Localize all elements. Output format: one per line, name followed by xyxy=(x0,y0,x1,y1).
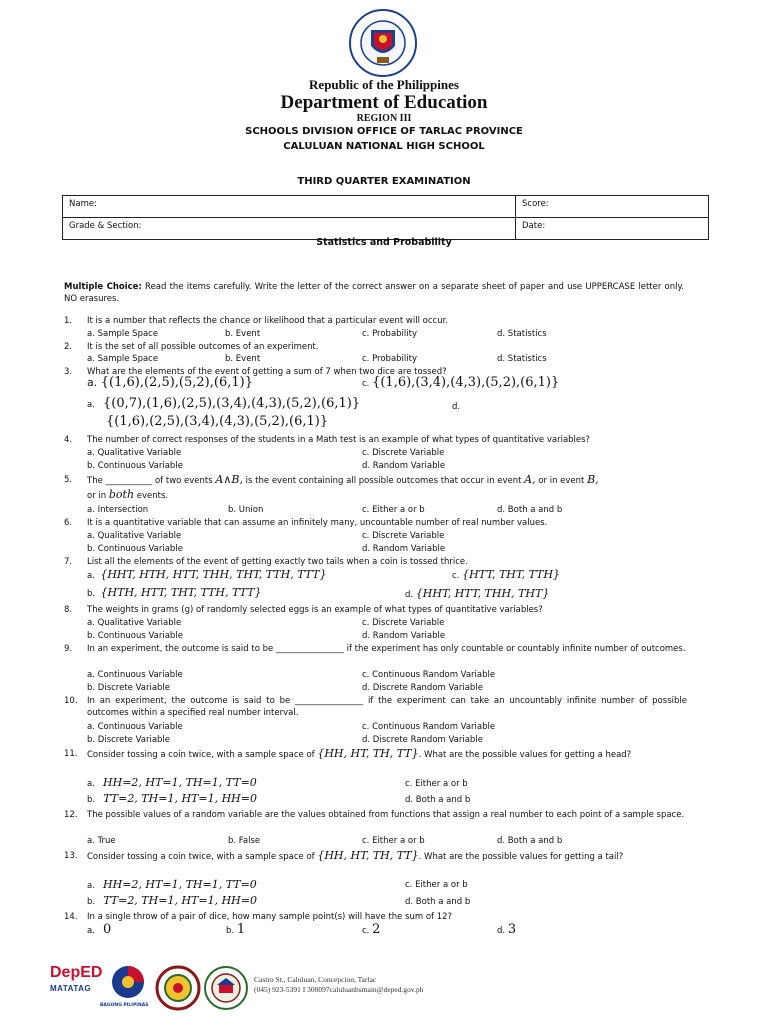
question-number: 4. xyxy=(64,435,73,445)
question-text: In a single throw of a pair of dice, how many sample point(s) will have the sum of 12? xyxy=(87,912,453,922)
option-math: 3 xyxy=(507,922,517,937)
question-number: 11. xyxy=(64,749,78,759)
option-b[interactable] xyxy=(87,398,360,411)
option-math: {HTT, THT, TTH} xyxy=(462,568,561,581)
option-math: HH=2, HT=1, TH=1, TT=0 xyxy=(103,776,257,789)
option-letter: a. xyxy=(87,926,95,936)
question-number: 3. xyxy=(64,367,73,377)
option-c[interactable]: c. Discrete Variable xyxy=(362,531,445,541)
option-d[interactable]: d. Both a and b xyxy=(405,897,471,907)
question-number: 14. xyxy=(64,912,78,922)
question-text: It is the set of all possible outcomes of an experiment. xyxy=(87,342,319,352)
option-d[interactable]: d. Both a and b xyxy=(497,505,563,515)
text-part: Consider tossing a coin twice, with a sample space of xyxy=(87,750,318,760)
option-a[interactable]: a. Qualitative Variable xyxy=(87,531,182,541)
question-text: It is a quantitative variable that can assume an infinitely many, uncountable number of real number values. xyxy=(87,518,548,528)
option-b[interactable] xyxy=(226,924,245,937)
option-a[interactable]: a. Qualitative Variable xyxy=(87,618,182,628)
math-part: both xyxy=(108,488,135,501)
instructions-text: Read the items carefully. Write the letter of the correct answer on a separate sheet of paper and use UPPERCASE letter only. NO erasures. xyxy=(64,282,685,304)
option-math: {(1,6),(2,5),(3,4),(4,3),(5,2),(6,1)} xyxy=(106,414,329,429)
grade-section-field[interactable]: Grade & Section: xyxy=(63,218,516,240)
option-c[interactable]: c. Either a or b xyxy=(362,836,425,846)
math-part: {HH, HT, TH, TT} xyxy=(317,849,419,862)
math-part: {HH, HT, TH, TT} xyxy=(317,747,419,760)
option-letter: b. xyxy=(87,897,96,907)
question-text: The possible values of a random variable are the values obtained from functions that assign a real number to each point of a sample space. xyxy=(87,810,685,820)
text-part: Consider tossing a coin twice, with a sample space of xyxy=(87,852,318,862)
option-letter: d. xyxy=(497,926,506,936)
school-seal-icon xyxy=(203,965,249,1011)
subject-title: Statistics and Probability xyxy=(316,237,452,248)
student-info-table xyxy=(62,195,709,240)
text-part: is the event containing all possible outcomes that occur in event xyxy=(242,476,525,486)
option-c[interactable]: c. Probability xyxy=(362,354,418,364)
question-text: It is a number that reflects the chance or likelihood that a particular event will occur. xyxy=(87,316,449,326)
option-math: {(1,6),(3,4),(4,3),(5,2),(6,1)} xyxy=(372,375,560,390)
math-part: A∧B, xyxy=(215,473,243,486)
region-text: REGION III xyxy=(356,113,412,124)
question-number: 2. xyxy=(64,342,73,352)
name-field[interactable]: Name: xyxy=(63,196,516,218)
instructions xyxy=(64,281,684,305)
bagong-pilipinas-logo-icon xyxy=(105,963,151,1005)
option-d[interactable]: d. Statistics xyxy=(497,329,547,339)
option-c[interactable]: c. Continuous Random Variable xyxy=(362,670,496,680)
question-number: 5. xyxy=(64,475,73,485)
option-c[interactable]: c. Continuous Random Variable xyxy=(362,722,496,732)
question-5-cont xyxy=(87,489,168,502)
department-title: Department of Education xyxy=(280,92,488,113)
question-number: 7. xyxy=(64,557,73,567)
date-field[interactable]: Date: xyxy=(516,218,709,240)
option-a[interactable]: a. Continuous Variable xyxy=(87,722,183,732)
deped-seal-icon xyxy=(343,8,423,78)
deped-matatag-logo xyxy=(50,965,102,993)
option-c[interactable] xyxy=(362,377,559,390)
option-a[interactable]: a. True xyxy=(87,836,116,846)
option-a[interactable]: a. Sample Space xyxy=(87,329,159,339)
deped-wordmark: DepED xyxy=(50,964,103,981)
option-letter: d. xyxy=(405,590,414,600)
option-a[interactable] xyxy=(87,879,257,892)
option-letter: b. xyxy=(87,589,96,599)
option-b[interactable]: b. Event xyxy=(225,329,261,339)
option-letter: a. xyxy=(87,881,95,891)
footer-phone-email: (045) 923-5391 I 300097caluluanhsmain@deped.gov.ph xyxy=(254,985,424,994)
option-letter: c. xyxy=(452,571,460,581)
question-text: The number of correct responses of the students in a Math test is an example of what types of quantitative variables? xyxy=(87,435,591,445)
matatag-wordmark: MATATAG xyxy=(50,984,92,993)
footer-contact xyxy=(254,975,424,995)
option-b[interactable]: b. False xyxy=(228,836,261,846)
option-d[interactable]: d. Random Variable xyxy=(362,461,446,471)
instructions-label: Multiple Choice: xyxy=(64,282,142,292)
question-text: In an experiment, the outcome is said to be ________________ if the experiment has only countable or countably infinite number of outcomes. xyxy=(87,644,686,654)
option-d[interactable]: d. Random Variable xyxy=(362,544,446,554)
option-c[interactable]: c. Discrete Variable xyxy=(362,448,445,458)
question-text: List all the elements of the event of getting exactly two tails when a coin is tossed thrice. xyxy=(87,557,468,567)
option-d[interactable]: d. Both a and b xyxy=(497,836,563,846)
option-math: TT=2, TH=1, HT=1, HH=0 xyxy=(103,792,257,805)
option-d[interactable]: d. Statistics xyxy=(497,354,547,364)
option-a[interactable]: a. Continuous Variable xyxy=(87,670,183,680)
republic-text: Republic of the Philippines xyxy=(309,77,459,92)
option-d[interactable] xyxy=(106,416,328,429)
option-b[interactable]: b. Continuous Variable xyxy=(87,461,183,471)
question-number: 12. xyxy=(64,810,78,820)
option-b[interactable]: b. Discrete Variable xyxy=(87,735,171,745)
question-number: 10. xyxy=(64,696,78,706)
math-part: B, xyxy=(587,473,599,486)
option-math: {HTH, HTT, THT, TTH, TTT} xyxy=(100,586,262,599)
option-math: TT=2, TH=1, HT=1, HH=0 xyxy=(103,894,257,907)
question-text: What are the elements of the event of getting a sum of 7 when two dice are tossed? xyxy=(87,367,447,377)
text-part: The ___________ of two events xyxy=(87,476,216,486)
question-text xyxy=(87,850,687,863)
option-a[interactable]: a. Intersection xyxy=(87,505,149,515)
option-d-letter[interactable]: d. xyxy=(452,402,461,412)
text-part: or in event xyxy=(535,476,588,486)
division-text: SCHOOLS DIVISION OFFICE OF TARLAC PROVINCE xyxy=(245,126,523,137)
score-field[interactable]: Score: xyxy=(516,196,709,218)
text-part: . What are the possible values for getting a head? xyxy=(418,750,632,760)
question-text xyxy=(87,748,687,761)
option-b[interactable]: b. Continuous Variable xyxy=(87,544,183,554)
option-math: {HHT, HTT, THH, THT} xyxy=(415,587,550,600)
option-d[interactable]: d. Both a and b xyxy=(405,795,471,805)
option-c[interactable]: c. Discrete Variable xyxy=(362,618,445,628)
option-c[interactable]: c. Probability xyxy=(362,329,418,339)
option-letter: c. xyxy=(362,926,370,936)
text-part: or in xyxy=(87,491,109,501)
option-a[interactable]: a. Qualitative Variable xyxy=(87,448,182,458)
question-number: 8. xyxy=(64,605,73,615)
option-c[interactable]: c. Either a or b xyxy=(405,880,468,890)
exam-title: THIRD QUARTER EXAMINATION xyxy=(297,176,471,187)
option-letter: a. xyxy=(87,400,95,410)
option-b[interactable] xyxy=(87,587,261,600)
option-a[interactable] xyxy=(87,924,111,937)
option-math: HH=2, HT=1, TH=1, TT=0 xyxy=(103,878,257,891)
option-math: 0 xyxy=(103,922,112,937)
text-part: events. xyxy=(134,491,169,501)
text-part: . What are the possible values for getting a tail? xyxy=(418,852,624,862)
option-d[interactable]: d. Discrete Random Variable xyxy=(362,683,483,693)
footer-address: Castro St., Caluluan, Concepcion, Tarlac xyxy=(254,975,377,984)
option-letter: a. xyxy=(87,571,95,581)
option-c[interactable] xyxy=(362,924,380,937)
option-a[interactable] xyxy=(87,377,253,389)
option-b[interactable]: b. Union xyxy=(228,505,264,515)
option-math: {(1,6),(2,5),(5,2),(6,1)} xyxy=(100,375,253,390)
option-d[interactable] xyxy=(405,588,549,601)
option-b[interactable]: b. Continuous Variable xyxy=(87,631,183,641)
option-math: {HHT, HTH, HTT, THH, THT, TTH, TTT} xyxy=(100,568,327,581)
division-seal-icon xyxy=(155,965,201,1011)
option-a[interactable]: a. Sample Space xyxy=(87,354,159,364)
question-number: 6. xyxy=(64,518,73,528)
bagong-pilipinas-text: BAGONG PILIPINAS xyxy=(100,1003,149,1008)
option-letter: b. xyxy=(226,926,235,936)
option-math: 2 xyxy=(372,922,381,937)
option-b[interactable]: b. Event xyxy=(225,354,261,364)
option-c[interactable]: c. Either a or b xyxy=(362,505,425,515)
option-letter: c. xyxy=(362,379,370,389)
option-d[interactable]: d. Random Variable xyxy=(362,631,446,641)
option-c[interactable] xyxy=(452,569,560,582)
option-a[interactable] xyxy=(87,777,257,790)
option-d[interactable]: d. Discrete Random Variable xyxy=(362,735,483,745)
question-text: The weights in grams (g) of randomly selected eggs is an example of what types of quantitative variables? xyxy=(87,605,543,615)
option-b[interactable]: b. Discrete Variable xyxy=(87,683,171,693)
option-math: {(0,7),(1,6),(2,5),(3,4),(4,3),(5,2),(6,1)} xyxy=(103,396,361,411)
option-letter: a. xyxy=(87,779,95,789)
question-number: 13. xyxy=(64,851,78,861)
math-part: A, xyxy=(524,473,536,486)
option-c[interactable]: c. Either a or b xyxy=(405,779,468,789)
option-letter: b. xyxy=(87,795,96,805)
option-d[interactable] xyxy=(497,924,516,937)
option-b[interactable] xyxy=(87,793,257,806)
school-name: CALULUAN NATIONAL HIGH SCHOOL xyxy=(283,141,485,152)
option-a[interactable] xyxy=(87,569,327,582)
question-text: In an experiment, the outcome is said to be ________________ if the experiment can take an uncountably infinite number of possible outcomes within a specified real number interval. xyxy=(87,696,687,718)
option-math: 1 xyxy=(236,922,246,937)
question-number: 9. xyxy=(64,644,73,654)
question-number: 1. xyxy=(64,316,73,326)
question-text xyxy=(87,474,687,487)
option-b[interactable] xyxy=(87,895,257,908)
option-letter: a. xyxy=(87,376,98,389)
